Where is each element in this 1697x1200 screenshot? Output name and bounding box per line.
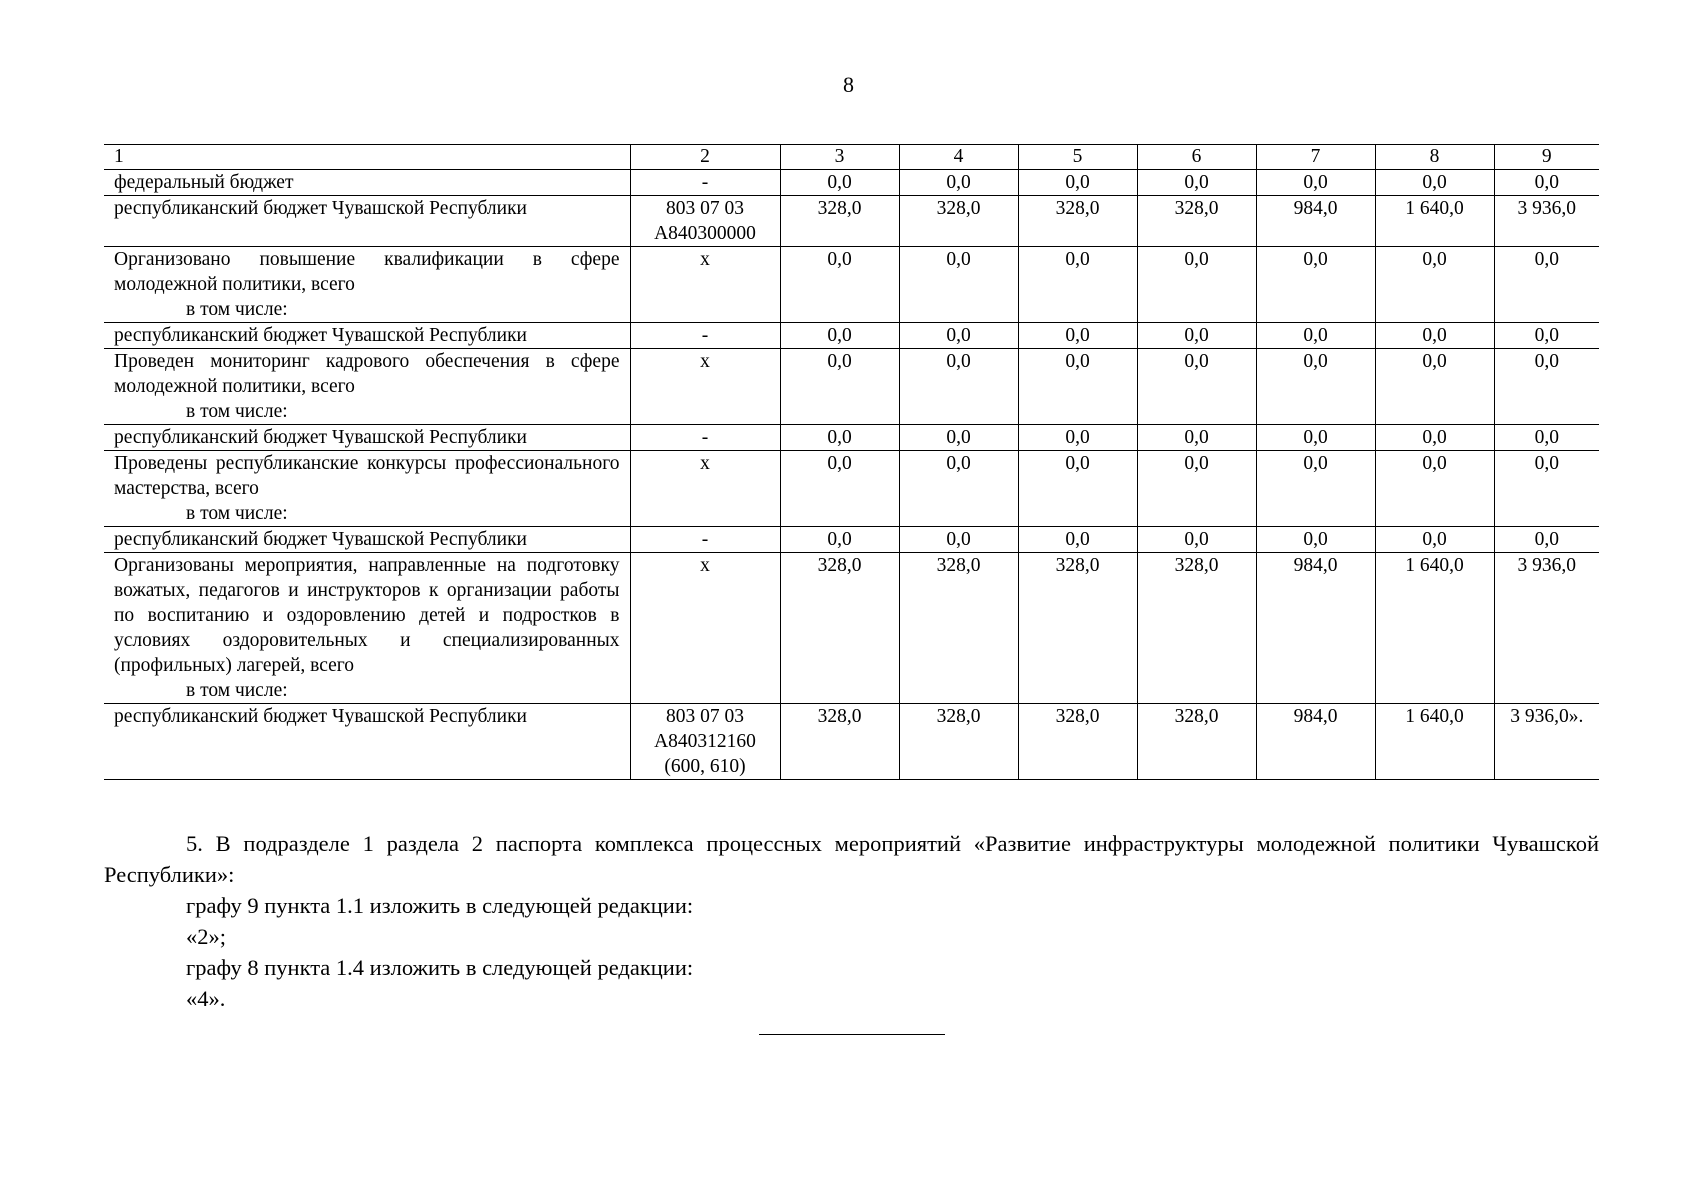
budget-code — [630, 527, 780, 553]
column-number: 8 — [1375, 145, 1494, 170]
table-row — [104, 196, 1599, 247]
row-label-text: республиканский бюджет Чувашской Республики — [114, 529, 527, 550]
value-cell: 0,0 — [780, 247, 899, 323]
column-number: 3 — [780, 145, 899, 170]
amendment-line: «4». — [186, 986, 226, 1011]
column-number: 4 — [899, 145, 1018, 170]
value-cell: 0,0 — [1018, 247, 1137, 323]
value-cell: 0,0 — [899, 247, 1018, 323]
value-cell: 0,0 — [1256, 247, 1375, 323]
value-cell: 0,0 — [1375, 170, 1494, 196]
value-cell: 0,0 — [1375, 527, 1494, 553]
value-cell: 328,0 — [1018, 553, 1137, 704]
table-row — [104, 349, 1599, 425]
value-cell: 0,0 — [1256, 425, 1375, 451]
budget-code — [630, 247, 780, 323]
value-cell: 0,0 — [1137, 349, 1256, 425]
value-cell: 0,0 — [899, 323, 1018, 349]
row-label-text: Проведен мониторинг кадрового обеспечения в сфере молодежной политики, всего — [114, 351, 620, 397]
value-cell: 0,0 — [899, 349, 1018, 425]
value-cell: 0,0 — [1375, 451, 1494, 527]
value-cell: 0,0 — [1494, 170, 1599, 196]
value-cell: 0,0 — [1256, 349, 1375, 425]
column-number: 1 — [104, 145, 630, 170]
value-cell: 0,0 — [780, 451, 899, 527]
budget-code-line: х — [700, 555, 710, 576]
budget-code-line: х — [700, 249, 710, 270]
value-cell: 984,0 — [1256, 704, 1375, 780]
value-cell: 328,0 — [1137, 553, 1256, 704]
value-cell: 0,0 — [1137, 527, 1256, 553]
budget-code — [630, 704, 780, 780]
value-cell: 0,0 — [1256, 451, 1375, 527]
column-number: 9 — [1494, 145, 1599, 170]
value-cell: 0,0 — [1018, 527, 1137, 553]
value-cell: 0,0 — [1494, 451, 1599, 527]
budget-code-line: - — [701, 325, 709, 346]
value-cell: 0,0 — [1137, 425, 1256, 451]
value-cell: 0,0 — [899, 451, 1018, 527]
column-number: 6 — [1137, 145, 1256, 170]
value-cell: 1 640,0 — [1375, 704, 1494, 780]
value-cell: 0,0 — [899, 425, 1018, 451]
value-cell: 0,0 — [1137, 247, 1256, 323]
value-cell: 328,0 — [1137, 704, 1256, 780]
value-cell: 328,0 — [780, 196, 899, 247]
table-row — [104, 247, 1599, 323]
row-label — [104, 170, 630, 196]
amendment-notes — [104, 828, 1599, 1014]
row-label — [104, 349, 630, 425]
value-cell: 0,0 — [1018, 425, 1137, 451]
budget-code-line: 803 07 03 — [666, 706, 744, 727]
value-cell: 328,0 — [1018, 196, 1137, 247]
amendment-line: «2»; — [186, 924, 227, 949]
value-cell: 0,0 — [1256, 170, 1375, 196]
end-divider — [759, 1034, 945, 1035]
budget-code-line: - — [701, 427, 709, 448]
value-cell: 3 936,0». — [1494, 704, 1599, 780]
row-label — [104, 451, 630, 527]
value-cell: 0,0 — [1256, 527, 1375, 553]
row-label — [104, 704, 630, 780]
row-label-text: Проведены республиканские конкурсы профессионального мастерства, всего — [114, 453, 620, 499]
row-label — [104, 247, 630, 323]
budget-code — [630, 170, 780, 196]
budget-code-line: 803 07 03 — [666, 198, 744, 219]
budget-code — [630, 349, 780, 425]
table-header-row — [104, 145, 1599, 170]
row-label — [104, 425, 630, 451]
value-cell: 0,0 — [1494, 425, 1599, 451]
value-cell: 0,0 — [1137, 451, 1256, 527]
budget-code — [630, 323, 780, 349]
row-label-text: республиканский бюджет Чувашской Республики — [114, 198, 527, 219]
value-cell: 3 936,0 — [1494, 553, 1599, 704]
value-cell: 0,0 — [1375, 425, 1494, 451]
table-row — [104, 425, 1599, 451]
value-cell: 0,0 — [780, 349, 899, 425]
row-label-text: республиканский бюджет Чувашской Республики — [114, 325, 527, 346]
value-cell: 0,0 — [1494, 247, 1599, 323]
value-cell: 0,0 — [1137, 170, 1256, 196]
amendment-line: графу 9 пункта 1.1 изложить в следующей редакции: — [186, 893, 694, 918]
row-label-text: федеральный бюджет — [114, 172, 294, 193]
row-sublabel: в том числе: — [186, 503, 288, 524]
value-cell: 328,0 — [1137, 196, 1256, 247]
table-body — [104, 145, 1599, 780]
row-label-text: республиканский бюджет Чувашской Республики — [114, 706, 527, 727]
value-cell: 328,0 — [780, 704, 899, 780]
value-cell: 0,0 — [899, 170, 1018, 196]
budget-code — [630, 196, 780, 247]
value-cell: 0,0 — [780, 323, 899, 349]
row-sublabel: в том числе: — [186, 299, 288, 320]
value-cell: 0,0 — [1375, 323, 1494, 349]
value-cell: 0,0 — [1494, 323, 1599, 349]
value-cell: 0,0 — [1256, 323, 1375, 349]
budget-code — [630, 451, 780, 527]
budget-table — [104, 144, 1599, 780]
value-cell: 0,0 — [1375, 349, 1494, 425]
value-cell: 0,0 — [1018, 170, 1137, 196]
column-number: 5 — [1018, 145, 1137, 170]
row-label — [104, 527, 630, 553]
value-cell: 328,0 — [899, 196, 1018, 247]
row-label — [104, 196, 630, 247]
budget-code-line: А840312160 — [654, 731, 756, 752]
row-label — [104, 553, 630, 704]
budget-code — [630, 553, 780, 704]
column-number: 7 — [1256, 145, 1375, 170]
value-cell: 0,0 — [1494, 527, 1599, 553]
budget-code-line: - — [701, 172, 709, 193]
budget-code-line: х — [700, 351, 710, 372]
value-cell: 0,0 — [899, 527, 1018, 553]
value-cell: 984,0 — [1256, 196, 1375, 247]
value-cell: 1 640,0 — [1375, 553, 1494, 704]
budget-code — [630, 425, 780, 451]
value-cell: 0,0 — [1018, 451, 1137, 527]
table-row — [104, 170, 1599, 196]
value-cell: 0,0 — [1494, 349, 1599, 425]
amendment-paragraph: 5. В подразделе 1 раздела 2 паспорта комплекса процессных мероприятий «Развитие инфраструктуры молодежной политики Чувашской Республики»: — [104, 831, 1599, 887]
value-cell: 0,0 — [780, 425, 899, 451]
value-cell: 328,0 — [899, 704, 1018, 780]
row-sublabel: в том числе: — [186, 401, 288, 422]
value-cell: 328,0 — [780, 553, 899, 704]
column-number: 2 — [630, 145, 780, 170]
page-number: 8 — [843, 72, 854, 97]
table-row — [104, 704, 1599, 780]
value-cell: 0,0 — [780, 527, 899, 553]
value-cell: 3 936,0 — [1494, 196, 1599, 247]
table-row — [104, 323, 1599, 349]
value-cell: 328,0 — [1018, 704, 1137, 780]
budget-code-line: (600, 610) — [664, 756, 746, 777]
row-sublabel: в том числе: — [186, 680, 288, 701]
value-cell: 0,0 — [1018, 349, 1137, 425]
value-cell: 0,0 — [1137, 323, 1256, 349]
row-label-text: республиканский бюджет Чувашской Республики — [114, 427, 527, 448]
value-cell: 1 640,0 — [1375, 196, 1494, 247]
row-label — [104, 323, 630, 349]
table-row — [104, 451, 1599, 527]
value-cell: 0,0 — [780, 170, 899, 196]
table-row — [104, 553, 1599, 704]
value-cell: 984,0 — [1256, 553, 1375, 704]
row-label-text: Организовано повышение квалификации в сфере молодежной политики, всего — [114, 249, 620, 295]
value-cell: 0,0 — [1018, 323, 1137, 349]
amendment-line: графу 8 пункта 1.4 изложить в следующей редакции: — [186, 955, 694, 980]
value-cell: 328,0 — [899, 553, 1018, 704]
row-label-text: Организованы мероприятия, направленные на подготовку вожатых, педагогов и инструкторов к организации работы по воспитанию и оздоровлению детей и подростков в условиях оздоровительных и специализированных (профильных) лагерей, всего — [114, 555, 620, 676]
budget-code-line: - — [701, 529, 709, 550]
budget-code-line: А840300000 — [654, 223, 756, 244]
value-cell: 0,0 — [1375, 247, 1494, 323]
budget-code-line: х — [700, 453, 710, 474]
table-row — [104, 527, 1599, 553]
